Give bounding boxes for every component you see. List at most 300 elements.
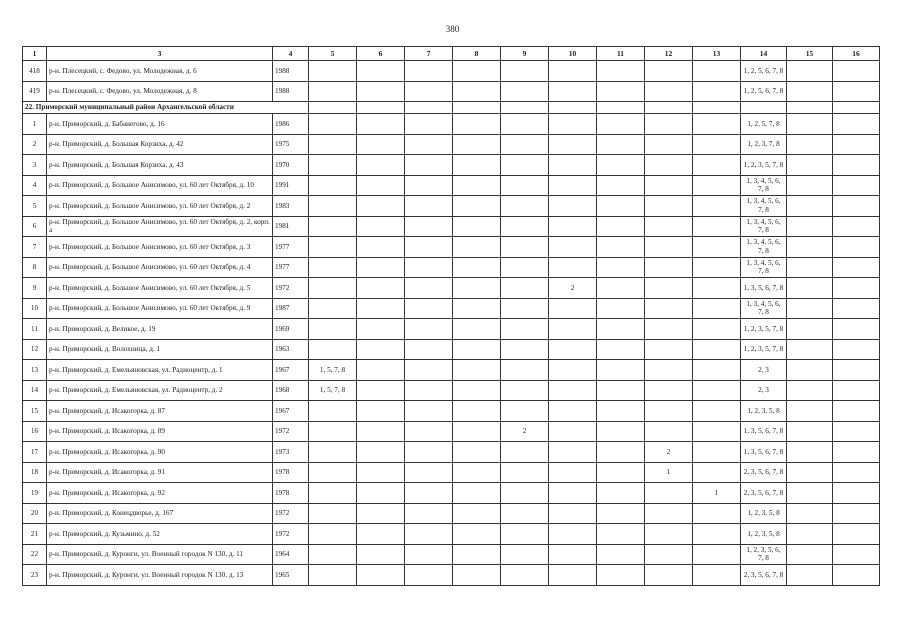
col5-cell: 1, 5, 7, 8 <box>309 380 357 401</box>
section-row <box>23 102 880 114</box>
page-number: 380 <box>445 24 460 34</box>
col16-cell <box>833 544 880 565</box>
col11-cell <box>597 524 645 545</box>
col12-cell <box>645 483 693 504</box>
col11-cell <box>597 155 645 176</box>
section-empty-cell <box>833 102 880 114</box>
address-cell: р-н. Приморский, д. Большое Анисимово, ул. 60 лет Октября, д. 2, корп. а <box>47 216 273 237</box>
col7-cell <box>405 134 453 155</box>
col14-cell: 1, 2, 3, 5, 8 <box>741 401 787 422</box>
col13-cell <box>693 503 741 524</box>
year-cell: 1972 <box>273 278 309 299</box>
col11-cell <box>597 81 645 102</box>
col7-cell <box>405 442 453 463</box>
col9-cell <box>501 216 549 237</box>
year-cell: 1963 <box>273 339 309 360</box>
col5-cell <box>309 565 357 586</box>
col13-cell <box>693 257 741 278</box>
col16-cell <box>833 175 880 196</box>
col10-cell <box>549 462 597 483</box>
col16-cell <box>833 339 880 360</box>
col8-cell <box>453 175 501 196</box>
row-number: 4 <box>23 175 47 196</box>
year-cell: 1975 <box>273 134 309 155</box>
col11-cell <box>597 278 645 299</box>
col16-cell <box>833 442 880 463</box>
col13-cell: 1 <box>693 483 741 504</box>
col12-cell <box>645 61 693 82</box>
header-cell: 11 <box>597 47 645 61</box>
year-cell: 1981 <box>273 216 309 237</box>
col5-cell <box>309 196 357 217</box>
row-number: 9 <box>23 278 47 299</box>
col5-cell <box>309 114 357 135</box>
col12-cell <box>645 524 693 545</box>
col13-cell <box>693 175 741 196</box>
col14-cell: 1, 2, 3, 5, 8 <box>741 503 787 524</box>
table-row <box>23 81 880 102</box>
col9-cell <box>501 483 549 504</box>
col16-cell <box>833 524 880 545</box>
col8-cell <box>453 298 501 319</box>
col15-cell <box>787 544 833 565</box>
table-row <box>23 196 880 217</box>
col12-cell <box>645 544 693 565</box>
col9-cell <box>501 339 549 360</box>
row-number: 5 <box>23 196 47 217</box>
col7-cell <box>405 155 453 176</box>
col14-cell: 1, 3, 4, 5, 6, 7, 8 <box>741 216 787 237</box>
header-cell: 1 <box>23 47 47 61</box>
col11-cell <box>597 442 645 463</box>
header-cell: 5 <box>309 47 357 61</box>
col10-cell <box>549 257 597 278</box>
col5-cell <box>309 134 357 155</box>
col9-cell: 2 <box>501 421 549 442</box>
col15-cell <box>787 339 833 360</box>
col12-cell: 2 <box>645 442 693 463</box>
address-cell: р-н. Приморский, д. Исакогорка, д. 92 <box>47 483 273 504</box>
section-empty-cell <box>309 102 357 114</box>
table-row <box>23 298 880 319</box>
col13-cell <box>693 524 741 545</box>
col7-cell <box>405 503 453 524</box>
col8-cell <box>453 134 501 155</box>
col8-cell <box>453 483 501 504</box>
header-cell: 9 <box>501 47 549 61</box>
col8-cell <box>453 237 501 258</box>
col5-cell <box>309 298 357 319</box>
row-number: 17 <box>23 442 47 463</box>
address-cell: р-н. Приморский, д. Великое, д. 19 <box>47 319 273 340</box>
col11-cell <box>597 401 645 422</box>
col15-cell <box>787 503 833 524</box>
col13-cell <box>693 61 741 82</box>
col9-cell <box>501 380 549 401</box>
col9-cell <box>501 155 549 176</box>
col16-cell <box>833 421 880 442</box>
year-cell: 1972 <box>273 503 309 524</box>
header-cell: 7 <box>405 47 453 61</box>
section-empty-cell <box>357 102 405 114</box>
header-cell: 14 <box>741 47 787 61</box>
col14-cell: 1, 2, 5, 6, 7, 8 <box>741 61 787 82</box>
col9-cell <box>501 401 549 422</box>
col6-cell <box>357 380 405 401</box>
row-number: 7 <box>23 237 47 258</box>
table-row <box>23 442 880 463</box>
col8-cell <box>453 257 501 278</box>
col8-cell <box>453 114 501 135</box>
col13-cell <box>693 155 741 176</box>
col12-cell <box>645 114 693 135</box>
col16-cell <box>833 114 880 135</box>
col7-cell <box>405 524 453 545</box>
year-cell: 1972 <box>273 421 309 442</box>
col13-cell <box>693 380 741 401</box>
col11-cell <box>597 319 645 340</box>
col10-cell <box>549 544 597 565</box>
col12-cell <box>645 278 693 299</box>
table-row <box>23 565 880 586</box>
table-row <box>23 544 880 565</box>
col9-cell <box>501 503 549 524</box>
col5-cell <box>309 155 357 176</box>
table-row <box>23 339 880 360</box>
row-number: 1 <box>23 114 47 135</box>
col13-cell <box>693 278 741 299</box>
col7-cell <box>405 401 453 422</box>
col13-cell <box>693 360 741 381</box>
year-cell: 1970 <box>273 155 309 176</box>
col13-cell <box>693 401 741 422</box>
col12-cell <box>645 298 693 319</box>
address-cell: р-н. Приморский, д. Большая Корзиха, д. 42 <box>47 134 273 155</box>
col12-cell <box>645 401 693 422</box>
col14-cell: 1, 2, 3, 7, 8 <box>741 134 787 155</box>
col5-cell <box>309 61 357 82</box>
section-empty-cell <box>787 102 833 114</box>
year-cell: 1969 <box>273 319 309 340</box>
col8-cell <box>453 401 501 422</box>
col10-cell <box>549 134 597 155</box>
col9-cell <box>501 61 549 82</box>
col8-cell <box>453 216 501 237</box>
row-number: 20 <box>23 503 47 524</box>
table-row <box>23 421 880 442</box>
col7-cell <box>405 114 453 135</box>
section-empty-cell <box>741 102 787 114</box>
col12-cell <box>645 216 693 237</box>
col13-cell <box>693 81 741 102</box>
col14-cell: 1, 2, 5, 7, 8 <box>741 114 787 135</box>
table-row <box>23 216 880 237</box>
col16-cell <box>833 319 880 340</box>
col9-cell <box>501 81 549 102</box>
col6-cell <box>357 442 405 463</box>
col15-cell <box>787 421 833 442</box>
year-cell: 1968 <box>273 380 309 401</box>
section-empty-cell <box>549 102 597 114</box>
col15-cell <box>787 360 833 381</box>
col5-cell <box>309 216 357 237</box>
address-cell: р-н. Приморский, д. Исакогорка, д. 90 <box>47 442 273 463</box>
address-cell: р-н. Приморский, д. Большое Анисимово, ул. 60 лет Октября, д. 5 <box>47 278 273 299</box>
col11-cell <box>597 257 645 278</box>
col16-cell <box>833 565 880 586</box>
row-number: 22 <box>23 544 47 565</box>
col14-cell: 2, 3, 5, 6, 7, 8 <box>741 483 787 504</box>
col5-cell <box>309 257 357 278</box>
col12-cell <box>645 196 693 217</box>
col14-cell: 1, 3, 5, 6, 7, 8 <box>741 421 787 442</box>
year-cell: 1977 <box>273 237 309 258</box>
data-table <box>22 46 880 586</box>
header-cell: 8 <box>453 47 501 61</box>
col16-cell <box>833 503 880 524</box>
col8-cell <box>453 81 501 102</box>
col16-cell <box>833 483 880 504</box>
col7-cell <box>405 421 453 442</box>
col9-cell <box>501 360 549 381</box>
col14-cell: 1, 3, 4, 5, 6, 7, 8 <box>741 298 787 319</box>
table-row <box>23 483 880 504</box>
col11-cell <box>597 483 645 504</box>
col15-cell <box>787 175 833 196</box>
col9-cell <box>501 114 549 135</box>
col16-cell <box>833 196 880 217</box>
row-number: 419 <box>23 81 47 102</box>
col9-cell <box>501 319 549 340</box>
year-cell: 1983 <box>273 196 309 217</box>
col7-cell <box>405 61 453 82</box>
col16-cell <box>833 278 880 299</box>
col12-cell <box>645 134 693 155</box>
row-number: 13 <box>23 360 47 381</box>
col11-cell <box>597 503 645 524</box>
col15-cell <box>787 114 833 135</box>
col6-cell <box>357 61 405 82</box>
col12-cell <box>645 339 693 360</box>
col9-cell <box>501 196 549 217</box>
col10-cell <box>549 565 597 586</box>
col10-cell <box>549 380 597 401</box>
year-cell: 1967 <box>273 360 309 381</box>
col11-cell <box>597 216 645 237</box>
col10-cell <box>549 360 597 381</box>
col11-cell <box>597 114 645 135</box>
col15-cell <box>787 81 833 102</box>
col15-cell <box>787 380 833 401</box>
col7-cell <box>405 339 453 360</box>
table-row <box>23 61 880 82</box>
col12-cell <box>645 175 693 196</box>
col14-cell: 1, 3, 5, 6, 7, 8 <box>741 278 787 299</box>
col15-cell <box>787 298 833 319</box>
col8-cell <box>453 319 501 340</box>
table-row <box>23 257 880 278</box>
col15-cell <box>787 319 833 340</box>
col5-cell <box>309 339 357 360</box>
col6-cell <box>357 524 405 545</box>
col9-cell <box>501 462 549 483</box>
col13-cell <box>693 216 741 237</box>
col5-cell <box>309 483 357 504</box>
col14-cell: 1, 3, 5, 6, 7, 8 <box>741 442 787 463</box>
col14-cell: 1, 2, 3, 5, 7, 8 <box>741 155 787 176</box>
col14-cell: 1, 2, 3, 5, 6, 7, 8 <box>741 544 787 565</box>
col13-cell <box>693 339 741 360</box>
col10-cell: 2 <box>549 278 597 299</box>
col10-cell <box>549 524 597 545</box>
col15-cell <box>787 524 833 545</box>
col11-cell <box>597 462 645 483</box>
col6-cell <box>357 237 405 258</box>
col16-cell <box>833 155 880 176</box>
col15-cell <box>787 155 833 176</box>
col9-cell <box>501 565 549 586</box>
address-cell: р-н. Приморский, д. Большое Анисимово, ул. 60 лет Октября, д. 9 <box>47 298 273 319</box>
col8-cell <box>453 380 501 401</box>
table-row <box>23 462 880 483</box>
table-row <box>23 380 880 401</box>
col16-cell <box>833 216 880 237</box>
col11-cell <box>597 298 645 319</box>
col7-cell <box>405 216 453 237</box>
col12-cell <box>645 421 693 442</box>
col6-cell <box>357 134 405 155</box>
col6-cell <box>357 565 405 586</box>
section-empty-cell <box>453 102 501 114</box>
col10-cell <box>549 339 597 360</box>
col10-cell <box>549 237 597 258</box>
col6-cell <box>357 114 405 135</box>
col9-cell <box>501 544 549 565</box>
col6-cell <box>357 544 405 565</box>
col5-cell <box>309 421 357 442</box>
col9-cell <box>501 278 549 299</box>
row-number: 21 <box>23 524 47 545</box>
col14-cell: 1, 3, 4, 5, 6, 7, 8 <box>741 257 787 278</box>
header-cell: 12 <box>645 47 693 61</box>
col7-cell <box>405 237 453 258</box>
section-empty-cell <box>597 102 645 114</box>
col13-cell <box>693 319 741 340</box>
col5-cell <box>309 503 357 524</box>
col8-cell <box>453 155 501 176</box>
address-cell: р-н. Приморский, д. Волохница, д. 1 <box>47 339 273 360</box>
col9-cell <box>501 175 549 196</box>
address-cell: р-н. Приморский, д. Исакогорка, д. 91 <box>47 462 273 483</box>
col10-cell <box>549 483 597 504</box>
col5-cell <box>309 544 357 565</box>
row-number: 11 <box>23 319 47 340</box>
section-empty-cell <box>693 102 741 114</box>
col14-cell: 2, 3 <box>741 380 787 401</box>
col16-cell <box>833 61 880 82</box>
year-cell: 1986 <box>273 114 309 135</box>
table-row <box>23 114 880 135</box>
col7-cell <box>405 544 453 565</box>
address-cell: р-н. Приморский, д. Большая Корзиха, д. 43 <box>47 155 273 176</box>
col10-cell <box>549 319 597 340</box>
table-row <box>23 175 880 196</box>
col5-cell <box>309 401 357 422</box>
col10-cell <box>549 216 597 237</box>
col16-cell <box>833 401 880 422</box>
col6-cell <box>357 175 405 196</box>
col15-cell <box>787 257 833 278</box>
col12-cell <box>645 81 693 102</box>
year-cell: 1965 <box>273 565 309 586</box>
row-number: 3 <box>23 155 47 176</box>
col8-cell <box>453 503 501 524</box>
year-cell: 1964 <box>273 544 309 565</box>
col5-cell <box>309 442 357 463</box>
col12-cell <box>645 360 693 381</box>
header-row <box>23 47 880 61</box>
col9-cell <box>501 298 549 319</box>
col7-cell <box>405 196 453 217</box>
col11-cell <box>597 237 645 258</box>
table-row <box>23 503 880 524</box>
table-row <box>23 278 880 299</box>
year-cell: 1972 <box>273 524 309 545</box>
col13-cell <box>693 544 741 565</box>
section-empty-cell <box>645 102 693 114</box>
address-cell: р-н. Приморский, д. Емельяновская, ул. Радиоцентр, д. 1 <box>47 360 273 381</box>
col6-cell <box>357 401 405 422</box>
year-cell: 1978 <box>273 462 309 483</box>
col16-cell <box>833 134 880 155</box>
row-number: 14 <box>23 380 47 401</box>
col6-cell <box>357 339 405 360</box>
table-row <box>23 524 880 545</box>
col14-cell: 1, 2, 3, 5, 7, 8 <box>741 319 787 340</box>
row-number: 18 <box>23 462 47 483</box>
col15-cell <box>787 216 833 237</box>
section-title: 22. Приморский муниципальный район Архангельской области <box>23 102 309 114</box>
col6-cell <box>357 421 405 442</box>
col13-cell <box>693 114 741 135</box>
col12-cell <box>645 257 693 278</box>
col16-cell <box>833 237 880 258</box>
col11-cell <box>597 339 645 360</box>
col13-cell <box>693 298 741 319</box>
col7-cell <box>405 298 453 319</box>
col14-cell: 2, 3 <box>741 360 787 381</box>
col9-cell <box>501 237 549 258</box>
address-cell: р-н. Приморский, д. Исакогорка, д. 89 <box>47 421 273 442</box>
col5-cell <box>309 81 357 102</box>
year-cell: 1978 <box>273 483 309 504</box>
col10-cell <box>549 442 597 463</box>
col12-cell <box>645 565 693 586</box>
year-cell: 1991 <box>273 175 309 196</box>
col5-cell <box>309 462 357 483</box>
col15-cell <box>787 401 833 422</box>
header-cell: 16 <box>833 47 880 61</box>
col12-cell <box>645 503 693 524</box>
col15-cell <box>787 483 833 504</box>
col8-cell <box>453 61 501 82</box>
address-cell: р-н. Приморский, д. Большое Анисимово, ул. 60 лет Октября, д. 4 <box>47 257 273 278</box>
col8-cell <box>453 360 501 381</box>
col8-cell <box>453 278 501 299</box>
col14-cell: 2, 3, 5, 6, 7, 8 <box>741 462 787 483</box>
col7-cell <box>405 360 453 381</box>
col11-cell <box>597 134 645 155</box>
